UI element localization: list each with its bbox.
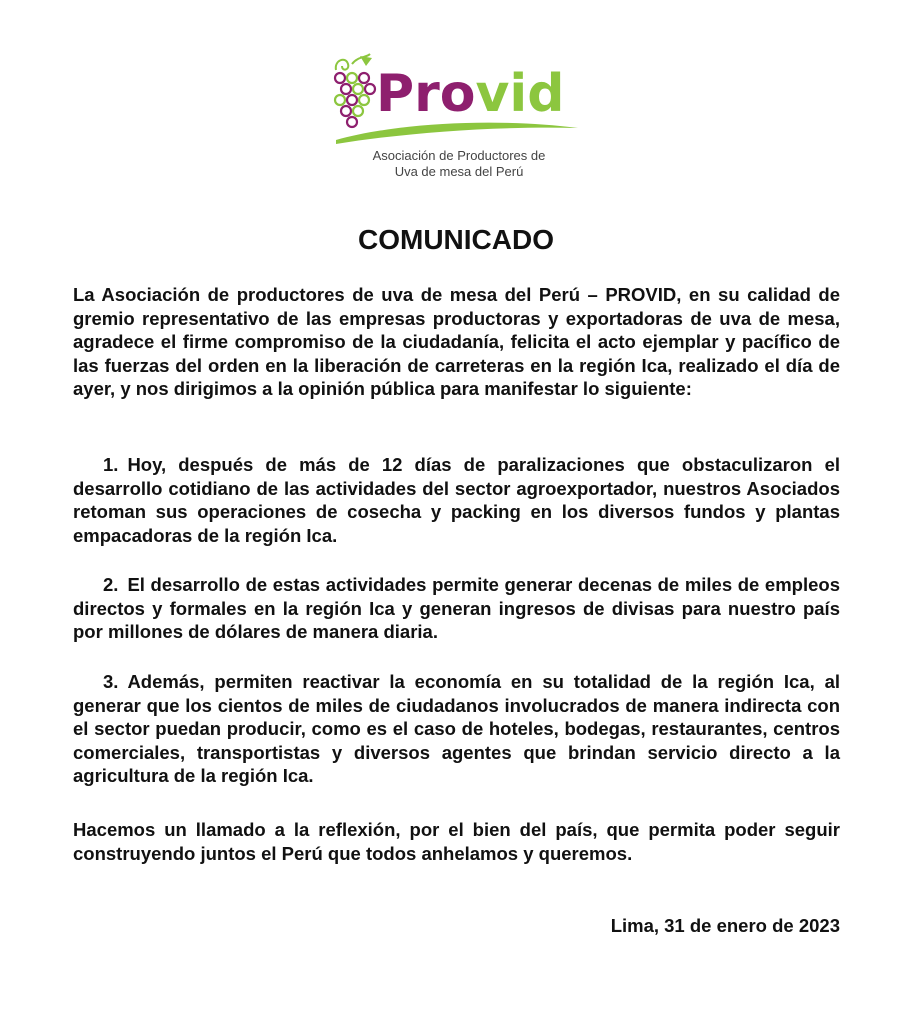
point-2-text: El desarrollo de estas actividades permite generar decenas de miles de empleos directos y formales en la región Ica y generan ingresos de divisas para nuestro país por millones de dólares de manera diaria. xyxy=(73,574,840,642)
point-2-paragraph xyxy=(73,573,840,644)
brand-subtitle xyxy=(350,148,568,180)
point-1-text: Hoy, después de más de 12 días de paralizaciones que obstaculizaron el desarrollo cotidiano de las actividades del sector agroexportador, nuestros Asociados retoman sus operaciones de cosecha y packing en los diversos fundos y plantas empacadoras de la región Ica. xyxy=(73,454,840,546)
document-date: Lima, 31 de enero de 2023 xyxy=(610,915,840,936)
point-3-text: Además, permiten reactivar la economía en su totalidad de la región Ica, al generar que los cientos de miles de ciudadanos involucrados de manera indirecta con el sector puedan producir, como es el caso de hoteles, bodegas, restaurantes, centros comerciales, transportistas y diversos agentes que brindan servicio directo a la agricultura de la región Ica. xyxy=(73,671,840,786)
brand-subtitle-line-2: Uva de mesa del Perú xyxy=(394,164,524,179)
brand-subtitle-line-1: Asociación de Productores de xyxy=(372,148,546,163)
point-1-paragraph xyxy=(73,453,840,547)
brand-name xyxy=(376,64,564,124)
closing-paragraph: Hacemos un llamado a la reflexión, por el bien del país, que permita poder seguir construyendo juntos el Perú que todos anhelamos y queremos. xyxy=(73,819,840,864)
intro-paragraph: La Asociación de productores de uva de mesa del Perú – PROVID, en su calidad de gremio representativo de las empresas productoras y exportadoras de uva de mesa, agradece el firme compromiso de la ciudadanía, felicita el acto ejemplar y pacífico de las fuerzas del orden en la liberación de carreteras en la región Ica, realizado el día de ayer, y nos dirigimos a la opinión pública para manifestar lo siguiente: xyxy=(73,284,840,399)
brand-name-first: Pro xyxy=(376,64,476,124)
point-3-number: 3. xyxy=(103,671,119,692)
point-1-number: 1. xyxy=(103,454,119,475)
provid-logo xyxy=(330,52,590,182)
point-2-number: 2. xyxy=(103,574,119,595)
document-title: COMUNICADO xyxy=(358,224,554,255)
brand-name-second: vid xyxy=(475,64,565,124)
point-3-paragraph xyxy=(73,670,840,788)
